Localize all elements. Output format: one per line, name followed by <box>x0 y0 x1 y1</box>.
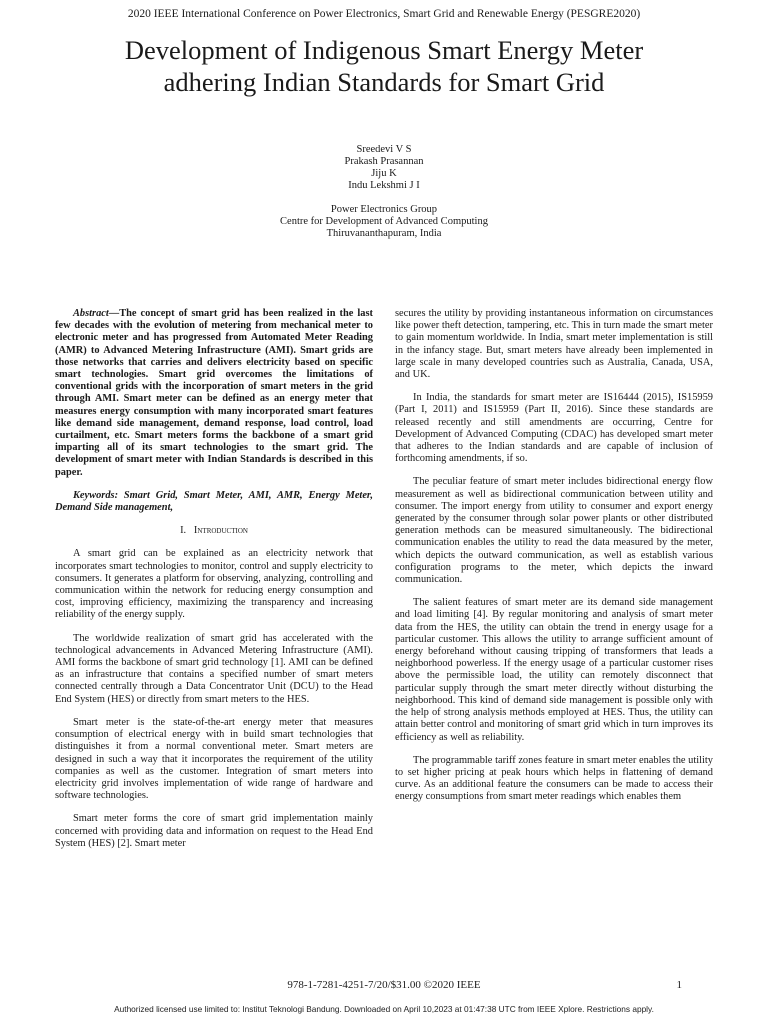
body-paragraph: The salient features of smart meter are its demand side management and load limiting [4]. By regular monitoring and analysis of smart meter data from the HES, the utility can obtain the trend in energy usage for a particular customer. This allows the utility to arrange sufficient amount of energy beforehand without causing tripping of transformers that leads a neighborhood powerless. If the energy usage of a particular customer rises above the permissible load, the utility can remotely disconnect that particular supply through the smart meter directly without disturbing the neighborhood. This kind of demand side management is possible only with the help of strong analysis methods employed at HES. Thus, the utility can attain better control and monitoring of smart grid which in turn improves its efficiency as well as reliability. <box>395 597 713 743</box>
title-line-1: Development of Indigenous Smart Energy Meter <box>124 35 644 65</box>
author: Sreedevi V S <box>356 144 412 155</box>
body-paragraph: In India, the standards for smart meter are IS16444 (2015), IS15959 (Part I, 2011) and IS15959 (Part II, 2016). Since these standards are released recently and still amendments are occurring, Centre for Development of Advanced Computing (CDAC) has developed smart meter that adheres to the Indian standards and are capable of inclusion of forthcoming amendments, if so. <box>395 392 713 465</box>
body-paragraph: Smart meter is the state-of-the-art energy meter that measures consumption of electrical energy with in build smart technologies that distinguishes it from a normal conventional meter. Smart meters are designed in such a way that it incorporates the requirement of the utility companies as well as the customer. Integration of smart meters into electricity grid involves implementation of wide range of hardware and software technologies. <box>55 716 373 802</box>
abstract-label: Abstract <box>73 308 109 319</box>
paper-title <box>40 34 728 98</box>
abstract-text: —The concept of smart grid has been realized in the last few decades with the evolution of metering from mechanical meter to electronic meter and has progressed from Automated Meter Reading (AMR) to Advanced Metering Infrastructure (AMI). Smart grids are those networks that carries and delivers electricity based on specific smart technologies. Smart grid overcomes the limitations of conventional grids with the incorporation of smart meters in the grid through AMI. Smart meter can be defined as an energy meter that measures energy consumption with many incorporated smart features like demand side management, demand response, load control, load curtailment, etc. Smart meters forms the backbone of a smart grid imparting all of its smart technologies to the smart grid. The development of smart meter with Indian Standards is described in this paper. <box>55 308 373 478</box>
title-line-2: adhering Indian Standards for Smart Grid <box>163 67 605 97</box>
section-heading <box>55 525 373 537</box>
body-paragraph: The worldwide realization of smart grid has accelerated with the technological advancements in Advanced Metering Infrastructure (AMI). AMI forms the backbone of smart grid technology [1]. AMI can be defined as an infrastructure that contains a specified number of smart meters connected centrally through a Data Concentrator Unit (DCU) to the Head End System (HES) or directly from smart meters to the HES. <box>55 632 373 705</box>
author: Jiju K <box>371 168 397 179</box>
body-paragraph: A smart grid can be explained as an electricity network that incorporates smart technologies to monitor, control and supply electricity to consumers. It generates a platform for observing, analyzing, controlling and communication within the network for reducing energy consumption and cost, improving efficiency, maximizing the transparency and increasing reliability of the energy supply. <box>55 548 373 621</box>
body-paragraph: Smart meter forms the core of smart grid implementation mainly concerned with providing data and information on request to the Head End System (HES) [2]. Smart meter <box>55 813 373 849</box>
affiliation-line: Power Electronics Group <box>330 204 438 215</box>
body-paragraph: The programmable tariff zones feature in smart meter enables the utility to set higher pricing at peak hours which helps in flattening of demand curve. As an additional feature the consumers can be made to access their energy consumptions from smart meter readings which enables them <box>395 754 713 803</box>
section-title: Introduction <box>193 525 248 537</box>
affiliation-line: Centre for Development of Advanced Computing <box>280 216 488 227</box>
author: Prakash Prasannan <box>344 156 424 167</box>
author: Indu Lekshmi J I <box>348 180 420 191</box>
page-number: 1 <box>676 979 682 991</box>
isbn-copyright: 978-1-7281-4251-7/20/$31.00 ©2020 IEEE <box>287 979 481 991</box>
license-notice: Authorized licensed use limited to: Institut Teknologi Bandung. Downloaded on April 10,2023 at 01:47:38 UTC from IEEE Xplore. Restrictions apply. <box>114 1004 654 1014</box>
conference-header: 2020 IEEE International Conference on Power Electronics, Smart Grid and Renewable Energy (PESGRE2020) <box>127 8 641 20</box>
body-paragraph: The peculiar feature of smart meter includes bidirectional energy flow measurement as well as bidirectional communication between utility and consumer. The import energy from utility to consumer and export energy generated by the consumer through solar power plants or other distributed generation methods can be measured simultaneously. The bidirectional communication enables the utility to read the data measured by the meter, which depicts the outward communication, as well as establish various configuration programs to the meter, which depicts the inward communication. <box>395 476 713 586</box>
body-paragraph: secures the utility by providing instantaneous information on circumstances like power theft detection, tampering, etc. This in turn made the smart meter to gain momentum worldwide. In India, smart meter implementation is still in the infancy stage. But, smart meters have already been implemented in large scale in many developed countries such as Australia, Canada, USA, and UK. <box>395 308 713 381</box>
affiliation <box>0 204 768 240</box>
section-number: I. <box>180 525 187 537</box>
author-list <box>0 144 768 192</box>
affiliation-line: Thiruvananthapuram, India <box>326 228 442 239</box>
right-column <box>395 308 713 815</box>
keywords: Keywords: Smart Grid, Smart Meter, AMI, AMR, Energy Meter, Demand Side management, <box>55 489 373 514</box>
abstract <box>55 308 373 479</box>
left-column <box>55 308 373 861</box>
